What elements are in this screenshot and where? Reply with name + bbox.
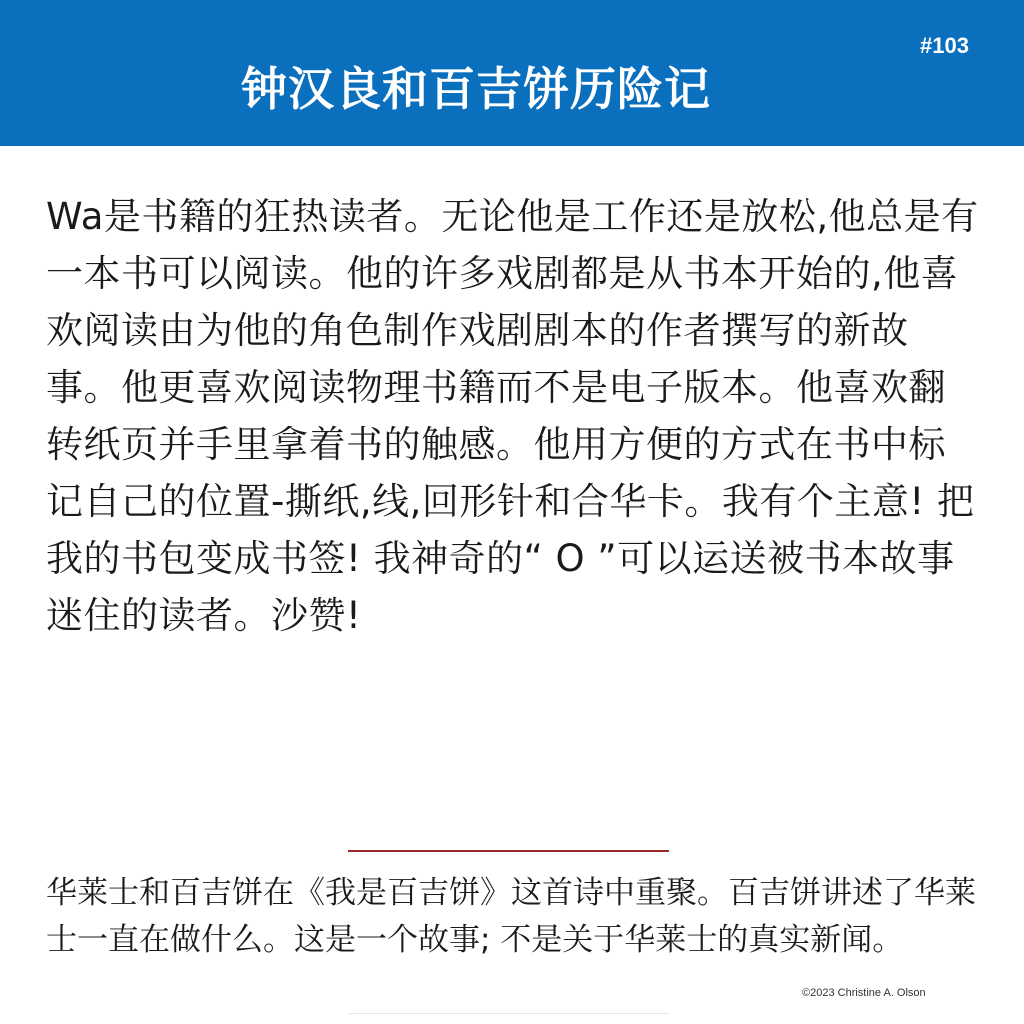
issue-number: #103 xyxy=(920,33,969,58)
bottom-divider xyxy=(348,1013,669,1014)
page-title: 钟汉良和百吉饼历险记 xyxy=(241,62,711,116)
footer-note: 华莱士和百吉饼在《我是百吉饼》这首诗中重聚。百吉饼讲述了华莱士一直在做什么。这是一个故事; 不是关于华莱士的真实新闻。 xyxy=(46,875,976,958)
section-divider xyxy=(348,850,669,852)
copyright-notice: ©2023 Christine A. Olson xyxy=(802,987,926,999)
story-body-text: Wa是书籍的狂热读者。无论他是工作还是放松,他总是有一本书可以阅读。他的许多戏剧都是从书本开始的,他喜欢阅读由为他的角色制作戏剧剧本的作者撰写的新故事。他更喜欢阅读物理书籍而不是电子版本。他喜欢翻转纸页并手里拿着书的触感。他用方便的方式在书中标记自己的位置-撕纸,线,回形针和合华卡。我有个主意! 把我的书包变成书签! 我神奇的“ O ”可以运送被书本故事迷住的读者。沙赞! xyxy=(46,195,979,637)
header-banner xyxy=(0,0,1024,146)
